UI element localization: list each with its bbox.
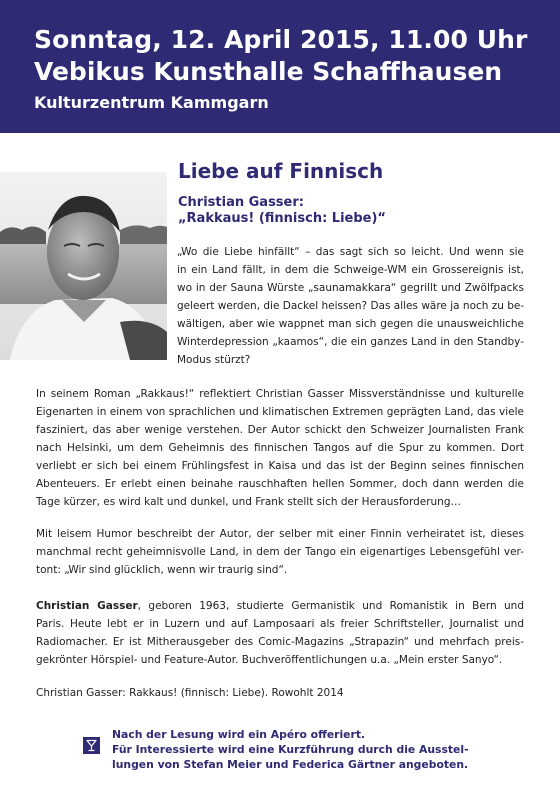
glass-icon — [83, 737, 100, 754]
event-venue: Vebikus Kunsthalle Schaffhausen — [34, 57, 503, 86]
intro-line: wo in der Sauna Würste „saunamakkara“ gegrillt und Zwölfpacks — [177, 282, 524, 294]
subtitle-author: Christian Gasser: — [178, 195, 304, 210]
paragraph-line: manchmal recht geheimnisvolle Land, in dem der Tango ein eigenartiges Lebensgefühl ver- — [36, 546, 524, 558]
paragraph-line: In seinem Roman „Rakkaus!“ reflektiert Christian Gasser Missverständnisse und kulturelle — [36, 388, 524, 400]
event-date-time: Sonntag, 12. April 2015, 11.00 Uhr — [34, 25, 528, 54]
event-header-banner — [0, 0, 560, 133]
paragraph-line: Mit leisem Humor beschreibt der Autor, der selber mit einer Finnin verheiratet ist, dieses — [36, 528, 524, 540]
humor-paragraph — [36, 525, 524, 579]
subtitle-book: „Rakkaus! (finnisch: Liebe)“ — [178, 211, 386, 226]
notice-line: lungen von Stefan Meier und Federica Gärtner angeboten. — [112, 758, 469, 771]
intro-line: geleert werden, die Dackel heissen? Das alles wäre ja noch zu be- — [177, 300, 525, 312]
novel-summary-paragraph — [36, 385, 524, 511]
intro-line: „Wo die Liebe hinfällt“ – das sagt sich so leicht. Und wenn sie — [177, 246, 524, 258]
notice-line: Für Interessierte wird eine Kurzführung durch die Ausstel- — [112, 743, 469, 756]
intro-paragraph — [177, 243, 524, 369]
bio-first-line — [36, 597, 524, 615]
event-title: Liebe auf Finnisch — [178, 159, 384, 183]
paragraph-line: Paris. Heute lebt er in Luzern und auf Lamposaari als freier Schriftsteller, Journalist und — [36, 618, 524, 630]
paragraph-line: nach Helsinki, um dem Geheimnis des finnischen Tangos auf die Spur zu kommen. Dort — [36, 442, 524, 454]
book-reference-text: Christian Gasser: Rakkaus! (finnisch: Liebe). Rowohlt 2014 — [36, 687, 344, 699]
book-reference — [36, 684, 524, 702]
bio-first-line-text: , geboren 1963, studierte Germanistik und Romanistik in Bern und — [137, 600, 525, 612]
paragraph-line: fasziniert, das aber wenige verstehen. Der Autor schickt den Schweizer Journalisten Frank — [36, 424, 524, 436]
paragraph-line: Radiomacher. Er ist Mitherausgeber des Comic-Magazins „Strapazin“ und mehrfach preis- — [36, 636, 524, 648]
author-name: Christian Gasser — [36, 600, 138, 612]
paragraph-line: Tage kürzer, es wird kalt und dunkel, und Frank stellt sich der Herausforderung… — [36, 496, 462, 508]
paragraph-line: Eigenarten in einem von sprachlichen und klimatischen Extremen geprägten Land, das viele — [36, 406, 524, 418]
intro-line: Modus stürzt? — [177, 354, 251, 366]
paragraph-line: Abenteuers. Er erlebt einen beinahe rauschhaften hellen Sommer, doch dann werden die — [36, 478, 524, 490]
author-portrait-photo — [0, 172, 167, 360]
notice-line: Nach der Lesung wird ein Apéro offeriert. — [112, 728, 366, 741]
paragraph-line: tont: „Wir sind glücklich, wenn wir traurig sind“. — [36, 564, 288, 576]
intro-line: Winterdepression „kaamos“, die ein ganzes Land in den Standby- — [177, 336, 524, 348]
intro-line: wältigen, aber wie wappnet man sich gegen die unausweichliche — [177, 318, 524, 330]
paragraph-line: verliebt er sich bei einem Frühlingsfest in Kaisa und das ist der Beginn seines finnischen — [36, 460, 524, 472]
author-bio-paragraph — [36, 597, 524, 669]
intro-line: in ein Land fällt, in dem die Schweige-WM ein Grossereignis ist, — [177, 264, 524, 276]
apero-notice — [112, 727, 469, 772]
paragraph-line: gekrönter Hörspiel- und Feature-Autor. Buchveröffentlichungen u.a. „Mein erster Sanyo“. — [36, 654, 503, 666]
event-location: Kulturzentrum Kammgarn — [34, 93, 269, 112]
